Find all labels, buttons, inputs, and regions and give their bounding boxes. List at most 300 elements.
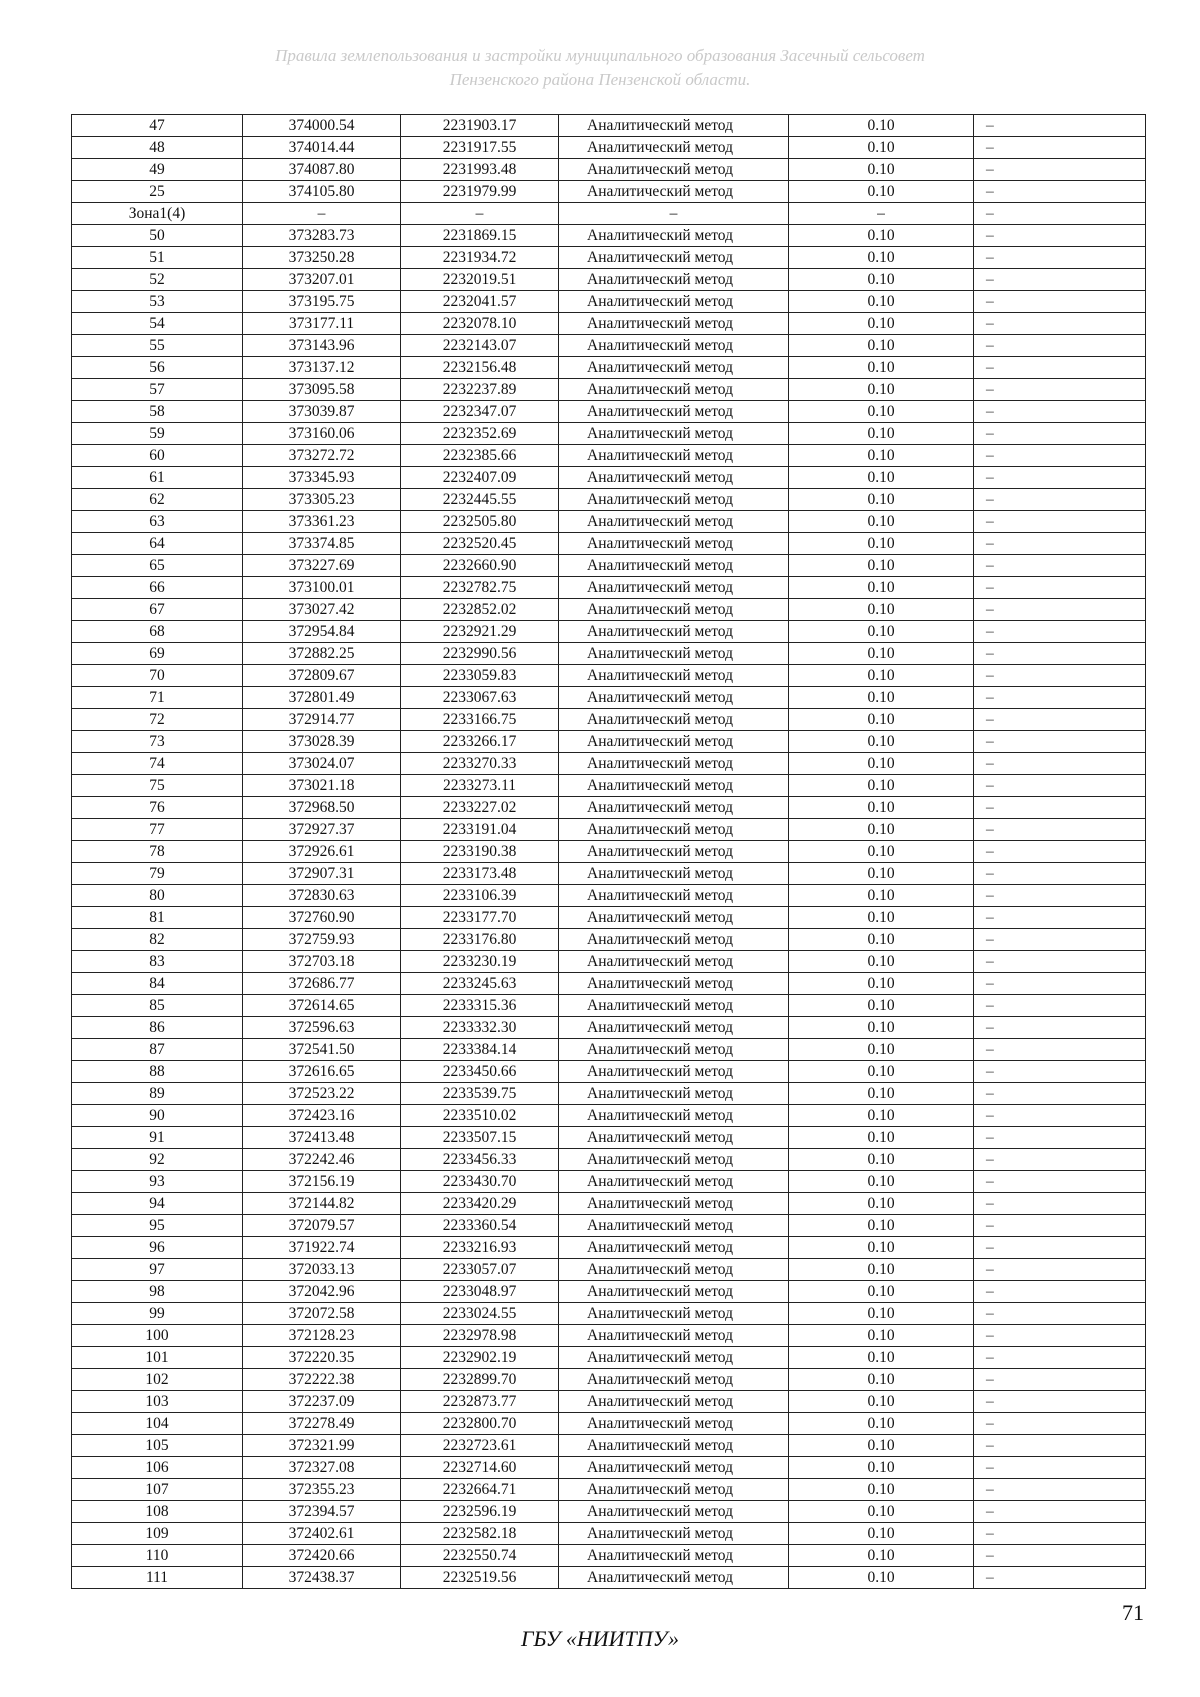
cell-y-coordinate: 2232237.89 — [401, 379, 559, 401]
cell-y-coordinate: 2233510.02 — [401, 1105, 559, 1127]
cell-y-coordinate: 2232714.60 — [401, 1457, 559, 1479]
cell-precision: 0.10 — [789, 775, 974, 797]
cell-method: Аналитический метод — [559, 1435, 789, 1457]
cell-method: Аналитический метод — [559, 797, 789, 819]
cell-y-coordinate: 2233245.63 — [401, 973, 559, 995]
cell-x-coordinate: 373361.23 — [243, 511, 401, 533]
cell-method: Аналитический метод — [559, 929, 789, 951]
cell-method: Аналитический метод — [559, 1105, 789, 1127]
cell-point-number: 102 — [72, 1369, 243, 1391]
cell-error: – — [974, 115, 1146, 137]
cell-precision: 0.10 — [789, 357, 974, 379]
cell-precision: 0.10 — [789, 907, 974, 929]
cell-point-number: 82 — [72, 929, 243, 951]
table-row — [72, 1567, 1146, 1589]
cell-y-coordinate: 2233024.55 — [401, 1303, 559, 1325]
cell-error: – — [974, 467, 1146, 489]
cell-precision: 0.10 — [789, 335, 974, 357]
cell-error: – — [974, 709, 1146, 731]
table-row — [72, 687, 1146, 709]
table-row — [72, 863, 1146, 885]
cell-y-coordinate: 2232078.10 — [401, 313, 559, 335]
table-row — [72, 1413, 1146, 1435]
cell-precision: 0.10 — [789, 995, 974, 1017]
table-row — [72, 819, 1146, 841]
cell-y-coordinate: 2233273.11 — [401, 775, 559, 797]
cell-precision: 0.10 — [789, 533, 974, 555]
cell-method: Аналитический метод — [559, 467, 789, 489]
table-row — [72, 599, 1146, 621]
cell-method: Аналитический метод — [559, 1083, 789, 1105]
cell-y-coordinate: 2232660.90 — [401, 555, 559, 577]
cell-x-coordinate: 373028.39 — [243, 731, 401, 753]
cell-y-coordinate: 2232899.70 — [401, 1369, 559, 1391]
cell-y-coordinate: 2233059.83 — [401, 665, 559, 687]
cell-y-coordinate: 2232664.71 — [401, 1479, 559, 1501]
cell-point-number: 64 — [72, 533, 243, 555]
cell-point-number: 108 — [72, 1501, 243, 1523]
cell-y-coordinate: 2232352.69 — [401, 423, 559, 445]
cell-y-coordinate: 2231979.99 — [401, 181, 559, 203]
cell-error: – — [974, 1303, 1146, 1325]
table-row — [72, 753, 1146, 775]
cell-y-coordinate: 2232902.19 — [401, 1347, 559, 1369]
cell-y-coordinate: 2233230.19 — [401, 951, 559, 973]
cell-point-number: 93 — [72, 1171, 243, 1193]
cell-x-coordinate: 372079.57 — [243, 1215, 401, 1237]
cell-point-number: 65 — [72, 555, 243, 577]
cell-method: Аналитический метод — [559, 533, 789, 555]
cell-point-number: 60 — [72, 445, 243, 467]
cell-y-coordinate: 2233176.80 — [401, 929, 559, 951]
cell-error: – — [974, 1391, 1146, 1413]
table-row — [72, 115, 1146, 137]
cell-y-coordinate: 2231903.17 — [401, 115, 559, 137]
cell-method: Аналитический метод — [559, 1303, 789, 1325]
cell-precision: 0.10 — [789, 1479, 974, 1501]
cell-precision: 0.10 — [789, 1281, 974, 1303]
cell-point-number: 101 — [72, 1347, 243, 1369]
document-header — [0, 44, 1200, 92]
cell-point-number: 57 — [72, 379, 243, 401]
cell-x-coordinate: 373227.69 — [243, 555, 401, 577]
cell-precision: 0.10 — [789, 159, 974, 181]
cell-error: – — [974, 885, 1146, 907]
cell-x-coordinate: 372882.25 — [243, 643, 401, 665]
cell-y-coordinate: 2233227.02 — [401, 797, 559, 819]
cell-x-coordinate: 373250.28 — [243, 247, 401, 269]
cell-x-coordinate: 373024.07 — [243, 753, 401, 775]
table-row — [72, 1391, 1146, 1413]
cell-error: – — [974, 753, 1146, 775]
cell-method: Аналитический метод — [559, 709, 789, 731]
cell-precision: 0.10 — [789, 687, 974, 709]
cell-precision: 0.10 — [789, 1149, 974, 1171]
cell-error: – — [974, 1281, 1146, 1303]
cell-point-number: 86 — [72, 1017, 243, 1039]
cell-error: – — [974, 841, 1146, 863]
cell-error: – — [974, 357, 1146, 379]
cell-precision: 0.10 — [789, 555, 974, 577]
cell-precision: 0.10 — [789, 1193, 974, 1215]
cell-precision: 0.10 — [789, 115, 974, 137]
cell-precision: 0.10 — [789, 841, 974, 863]
cell-method: Аналитический метод — [559, 731, 789, 753]
cell-point-number: 54 — [72, 313, 243, 335]
table-row — [72, 1017, 1146, 1039]
cell-method: Аналитический метод — [559, 269, 789, 291]
cell-method: Аналитический метод — [559, 115, 789, 137]
cell-error: – — [974, 1369, 1146, 1391]
cell-error: – — [974, 1237, 1146, 1259]
cell-point-number: 72 — [72, 709, 243, 731]
cell-y-coordinate: 2232347.07 — [401, 401, 559, 423]
cell-point-number: 73 — [72, 731, 243, 753]
cell-precision: 0.10 — [789, 1347, 974, 1369]
cell-point-number: 71 — [72, 687, 243, 709]
table-row — [72, 1259, 1146, 1281]
cell-x-coordinate: 372042.96 — [243, 1281, 401, 1303]
cell-point-number: 84 — [72, 973, 243, 995]
cell-method: Аналитический метод — [559, 247, 789, 269]
cell-y-coordinate: 2233057.07 — [401, 1259, 559, 1281]
cell-point-number: 106 — [72, 1457, 243, 1479]
cell-method: Аналитический метод — [559, 643, 789, 665]
cell-x-coordinate: 373137.12 — [243, 357, 401, 379]
cell-precision: 0.10 — [789, 181, 974, 203]
cell-error: – — [974, 423, 1146, 445]
cell-point-number: 67 — [72, 599, 243, 621]
cell-point-number: 69 — [72, 643, 243, 665]
cell-y-coordinate: 2232143.07 — [401, 335, 559, 357]
cell-method: Аналитический метод — [559, 1061, 789, 1083]
table-row — [72, 181, 1146, 203]
cell-error: – — [974, 995, 1146, 1017]
cell-error: – — [974, 907, 1146, 929]
cell-point-number: 62 — [72, 489, 243, 511]
cell-error: – — [974, 1039, 1146, 1061]
cell-precision: 0.10 — [789, 1457, 974, 1479]
cell-method: Аналитический метод — [559, 1325, 789, 1347]
cell-error: – — [974, 951, 1146, 973]
cell-method: Аналитический метод — [559, 1017, 789, 1039]
cell-y-coordinate: 2233166.75 — [401, 709, 559, 731]
cell-y-coordinate: 2233216.93 — [401, 1237, 559, 1259]
cell-precision: 0.10 — [789, 1105, 974, 1127]
cell-method: Аналитический метод — [559, 907, 789, 929]
cell-precision: 0.10 — [789, 577, 974, 599]
cell-precision: 0.10 — [789, 1127, 974, 1149]
cell-error: – — [974, 1017, 1146, 1039]
cell-x-coordinate: 372760.90 — [243, 907, 401, 929]
table-row — [72, 269, 1146, 291]
cell-error: – — [974, 401, 1146, 423]
cell-point-number: 63 — [72, 511, 243, 533]
cell-x-coordinate: 372321.99 — [243, 1435, 401, 1457]
cell-error: – — [974, 665, 1146, 687]
cell-error: – — [974, 643, 1146, 665]
cell-precision: 0.10 — [789, 1567, 974, 1589]
table-row — [72, 1039, 1146, 1061]
cell-y-coordinate: 2231869.15 — [401, 225, 559, 247]
cell-y-coordinate: 2233456.33 — [401, 1149, 559, 1171]
cell-y-coordinate: 2231917.55 — [401, 137, 559, 159]
table-row — [72, 533, 1146, 555]
cell-point-number: 77 — [72, 819, 243, 841]
cell-x-coordinate: 372596.63 — [243, 1017, 401, 1039]
cell-x-coordinate: 373345.93 — [243, 467, 401, 489]
cell-y-coordinate: 2232990.56 — [401, 643, 559, 665]
cell-precision: 0.10 — [789, 731, 974, 753]
table-row — [72, 423, 1146, 445]
cell-x-coordinate: 372954.84 — [243, 621, 401, 643]
table-row — [72, 467, 1146, 489]
table-row — [72, 797, 1146, 819]
table-row — [72, 401, 1146, 423]
table-row — [72, 775, 1146, 797]
cell-point-number: 74 — [72, 753, 243, 775]
cell-x-coordinate: 372237.09 — [243, 1391, 401, 1413]
cell-y-coordinate: 2232519.56 — [401, 1567, 559, 1589]
cell-error: – — [974, 687, 1146, 709]
cell-x-coordinate: 372523.22 — [243, 1083, 401, 1105]
cell-precision: 0.10 — [789, 1171, 974, 1193]
cell-error: – — [974, 1479, 1146, 1501]
cell-point-number: 76 — [72, 797, 243, 819]
cell-precision: 0.10 — [789, 467, 974, 489]
table-row — [72, 291, 1146, 313]
cell-point-number: 53 — [72, 291, 243, 313]
cell-error: – — [974, 1105, 1146, 1127]
cell-error: – — [974, 1171, 1146, 1193]
cell-y-coordinate: 2233450.66 — [401, 1061, 559, 1083]
cell-x-coordinate: 372686.77 — [243, 973, 401, 995]
header-line-2: Пензенского района Пензенской области. — [449, 70, 751, 89]
cell-x-coordinate: 372830.63 — [243, 885, 401, 907]
cell-error: – — [974, 1193, 1146, 1215]
cell-precision: 0.10 — [789, 797, 974, 819]
cell-y-coordinate: 2232520.45 — [401, 533, 559, 555]
cell-method: Аналитический метод — [559, 159, 789, 181]
cell-y-coordinate: 2231934.72 — [401, 247, 559, 269]
table-row — [72, 665, 1146, 687]
cell-x-coordinate: 373177.11 — [243, 313, 401, 335]
table-row — [72, 1237, 1146, 1259]
cell-method: Аналитический метод — [559, 379, 789, 401]
cell-precision: 0.10 — [789, 247, 974, 269]
table-row — [72, 1061, 1146, 1083]
cell-error: – — [974, 313, 1146, 335]
cell-x-coordinate: 373160.06 — [243, 423, 401, 445]
table-row — [72, 335, 1146, 357]
cell-x-coordinate: 372914.77 — [243, 709, 401, 731]
cell-error: – — [974, 555, 1146, 577]
cell-point-number: 70 — [72, 665, 243, 687]
cell-precision: 0.10 — [789, 1259, 974, 1281]
cell-point-number: 95 — [72, 1215, 243, 1237]
cell-x-coordinate: 373305.23 — [243, 489, 401, 511]
cell-method: Аналитический метод — [559, 137, 789, 159]
cell-method: Аналитический метод — [559, 687, 789, 709]
table-row — [72, 1105, 1146, 1127]
cell-y-coordinate: 2232156.48 — [401, 357, 559, 379]
cell-precision: – — [789, 203, 974, 225]
cell-error: – — [974, 489, 1146, 511]
cell-x-coordinate: 372413.48 — [243, 1127, 401, 1149]
table-row — [72, 1171, 1146, 1193]
table-row — [72, 445, 1146, 467]
cell-point-number: 56 — [72, 357, 243, 379]
cell-y-coordinate: 2232852.02 — [401, 599, 559, 621]
table-row — [72, 137, 1146, 159]
cell-point-number: 85 — [72, 995, 243, 1017]
cell-error: – — [974, 181, 1146, 203]
table-row — [72, 357, 1146, 379]
cell-error: – — [974, 797, 1146, 819]
cell-y-coordinate: 2232978.98 — [401, 1325, 559, 1347]
cell-point-number: 66 — [72, 577, 243, 599]
table-row — [72, 621, 1146, 643]
cell-point-number: 47 — [72, 115, 243, 137]
table-row — [72, 1193, 1146, 1215]
cell-x-coordinate: 372156.19 — [243, 1171, 401, 1193]
cell-error: – — [974, 599, 1146, 621]
cell-method: Аналитический метод — [559, 1171, 789, 1193]
cell-point-number: 100 — [72, 1325, 243, 1347]
table-row — [72, 973, 1146, 995]
cell-method: Аналитический метод — [559, 951, 789, 973]
cell-point-number: 49 — [72, 159, 243, 181]
cell-point-number: 89 — [72, 1083, 243, 1105]
cell-x-coordinate: 372355.23 — [243, 1479, 401, 1501]
cell-precision: 0.10 — [789, 599, 974, 621]
table-row — [72, 1281, 1146, 1303]
cell-error: – — [974, 1545, 1146, 1567]
cell-y-coordinate: 2233507.15 — [401, 1127, 559, 1149]
cell-error: – — [974, 1215, 1146, 1237]
cell-x-coordinate: 372423.16 — [243, 1105, 401, 1127]
cell-method: Аналитический метод — [559, 357, 789, 379]
cell-y-coordinate: 2232800.70 — [401, 1413, 559, 1435]
cell-y-coordinate: 2233539.75 — [401, 1083, 559, 1105]
cell-x-coordinate: 373207.01 — [243, 269, 401, 291]
cell-method: Аналитический метод — [559, 1523, 789, 1545]
table-row — [72, 1347, 1146, 1369]
cell-precision: 0.10 — [789, 709, 974, 731]
cell-method: Аналитический метод — [559, 1501, 789, 1523]
cell-method: Аналитический метод — [559, 1347, 789, 1369]
cell-point-number: 59 — [72, 423, 243, 445]
table-row — [72, 1325, 1146, 1347]
cell-y-coordinate: 2233420.29 — [401, 1193, 559, 1215]
cell-y-coordinate: 2233106.39 — [401, 885, 559, 907]
table-row — [72, 1215, 1146, 1237]
cell-x-coordinate: 372614.65 — [243, 995, 401, 1017]
cell-x-coordinate: 372703.18 — [243, 951, 401, 973]
table-row — [72, 1083, 1146, 1105]
cell-x-coordinate: 373021.18 — [243, 775, 401, 797]
cell-precision: 0.10 — [789, 401, 974, 423]
cell-method: Аналитический метод — [559, 621, 789, 643]
cell-y-coordinate: 2233266.17 — [401, 731, 559, 753]
cell-method: Аналитический метод — [559, 753, 789, 775]
cell-point-number: 90 — [72, 1105, 243, 1127]
cell-error: – — [974, 731, 1146, 753]
cell-x-coordinate: 373374.85 — [243, 533, 401, 555]
cell-method: Аналитический метод — [559, 423, 789, 445]
cell-point-number: 96 — [72, 1237, 243, 1259]
cell-x-coordinate: 372278.49 — [243, 1413, 401, 1435]
cell-method: Аналитический метод — [559, 291, 789, 313]
cell-x-coordinate: 373027.42 — [243, 599, 401, 621]
cell-error: – — [974, 1567, 1146, 1589]
cell-method: Аналитический метод — [559, 1479, 789, 1501]
table-row — [72, 247, 1146, 269]
table-row — [72, 555, 1146, 577]
cell-method: Аналитический метод — [559, 555, 789, 577]
cell-x-coordinate: 372220.35 — [243, 1347, 401, 1369]
cell-precision: 0.10 — [789, 1413, 974, 1435]
cell-x-coordinate: 372438.37 — [243, 1567, 401, 1589]
header-line-1: Правила землепользования и застройки муниципального образования Засечный сельсовет — [275, 46, 925, 65]
cell-error: – — [974, 203, 1146, 225]
table-row — [72, 907, 1146, 929]
cell-point-number: 91 — [72, 1127, 243, 1149]
cell-precision: 0.10 — [789, 225, 974, 247]
table-row — [72, 379, 1146, 401]
cell-precision: 0.10 — [789, 313, 974, 335]
cell-error: – — [974, 621, 1146, 643]
cell-point-number: 88 — [72, 1061, 243, 1083]
cell-method: Аналитический метод — [559, 1127, 789, 1149]
cell-precision: 0.10 — [789, 1435, 974, 1457]
cell-precision: 0.10 — [789, 511, 974, 533]
cell-point-number: 98 — [72, 1281, 243, 1303]
cell-method: Аналитический метод — [559, 1457, 789, 1479]
cell-precision: 0.10 — [789, 1061, 974, 1083]
cell-precision: 0.10 — [789, 1369, 974, 1391]
cell-y-coordinate: 2233315.36 — [401, 995, 559, 1017]
cell-method: Аналитический метод — [559, 995, 789, 1017]
cell-y-coordinate: – — [401, 203, 559, 225]
cell-point-number: 68 — [72, 621, 243, 643]
coordinates-table-body — [72, 115, 1146, 1589]
cell-error: – — [974, 445, 1146, 467]
cell-method: Аналитический метод — [559, 1215, 789, 1237]
table-row — [72, 709, 1146, 731]
cell-y-coordinate: 2232921.29 — [401, 621, 559, 643]
cell-y-coordinate: 2233177.70 — [401, 907, 559, 929]
table-row — [72, 225, 1146, 247]
cell-method: Аналитический метод — [559, 1259, 789, 1281]
cell-precision: 0.10 — [789, 1303, 974, 1325]
cell-method: Аналитический метод — [559, 819, 789, 841]
cell-point-number: 61 — [72, 467, 243, 489]
cell-method: Аналитический метод — [559, 1281, 789, 1303]
cell-y-coordinate: 2233384.14 — [401, 1039, 559, 1061]
cell-y-coordinate: 2231993.48 — [401, 159, 559, 181]
cell-error: – — [974, 137, 1146, 159]
cell-precision: 0.10 — [789, 951, 974, 973]
cell-point-number: 99 — [72, 1303, 243, 1325]
cell-precision: 0.10 — [789, 1215, 974, 1237]
cell-y-coordinate: 2232782.75 — [401, 577, 559, 599]
cell-method: Аналитический метод — [559, 313, 789, 335]
page-number: 71 — [1122, 1600, 1144, 1625]
cell-point-number: 110 — [72, 1545, 243, 1567]
cell-error: – — [974, 533, 1146, 555]
cell-precision: 0.10 — [789, 1017, 974, 1039]
